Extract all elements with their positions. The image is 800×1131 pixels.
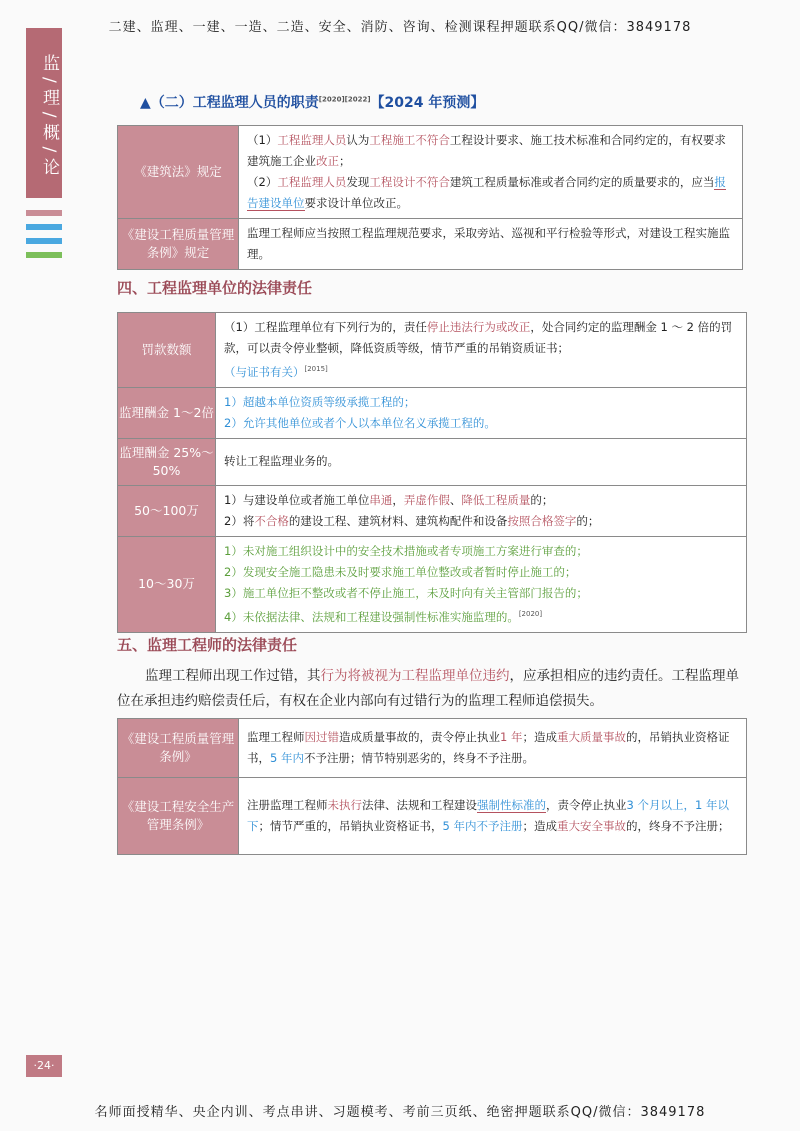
page-footer: 名师面授精华、央企内训、考点串讲、习题模考、考前三页纸、绝密押题联系QQ/微信：3849178: [94, 1105, 706, 1120]
side-stripe-blue-2: [26, 238, 62, 244]
row-label: 50～100万: [118, 485, 216, 536]
row-label: 《建筑法》规定: [118, 126, 239, 219]
row-label: 监理酬金 1～2倍: [118, 387, 216, 438]
side-stripe-green: [26, 252, 62, 258]
row-content: 注册监理工程师未执行法律、法规和工程建设强制性标准的，责令停止执业3 个月以上，1 年以下；情节严重的，吊销执业资格证书，5 年内不予注册；造成重大安全事故的，终身不予注册；: [239, 778, 747, 855]
row-label: 《建设工程质量管理条例》: [118, 719, 239, 778]
side-stripe-blue: [26, 224, 62, 230]
supervisor-duties-table: [117, 125, 743, 270]
table-row: [118, 219, 743, 270]
table-row: [118, 126, 743, 219]
section5-heading: 五、监理工程师的法律责任: [117, 636, 298, 654]
table-row: [118, 438, 747, 485]
section5-paragraph: 监理工程师出现工作过错，其行为将被视为工程监理单位违约，应承担相应的违约责任。工程监理单位在承担违约赔偿责任后，有权在企业内部向有过错行为的监理工程师追偿损失。: [117, 668, 739, 709]
table-row: [118, 778, 747, 855]
row-content: 1）未对施工组织设计中的安全技术措施或者专项施工方案进行审查的； 2）发现安全施工隐患未及时要求施工单位整改或者暂时停止施工的； 3）施工单位拒不整改或者不停止施工，未及时向有关主管部门报告的； 4）未依据法律、法规和工程建设强制性标准实施监理的。[2020]: [216, 536, 747, 632]
row-content: （1）工程监理单位有下列行为的，责任停止违法行为或改正，处合同约定的监理酬金 1 ～ 2 倍的罚款，可以责令停业整顿，降低资质等级，情节严重的吊销资质证书； （与证书有关）[2015]: [216, 313, 747, 388]
row-content: （1）工程监理人员认为工程施工不符合工程设计要求、施工技术标准和合同约定的，有权要求建筑施工企业改正； （2）工程监理人员发现工程设计不符合建筑工程质量标准或者合同约定的质量要求的，应当报告建设单位要求设计单位改正。: [239, 126, 743, 219]
row-label: 10～30万: [118, 536, 216, 632]
side-tab: 监/理/概/论: [26, 28, 62, 198]
page-number: ·24·: [26, 1055, 62, 1077]
row-content: 转让工程监理业务的。: [216, 438, 747, 485]
engineer-liability-table: [117, 718, 747, 855]
table-row: [118, 536, 747, 632]
table-row: [118, 719, 747, 778]
section4-heading: 四、工程监理单位的法律责任: [117, 279, 313, 297]
row-content: 监理工程师因过错造成质量事故的，责令停止执业1 年；造成重大质量事故的，吊销执业资格证书，5 年内不予注册；情节特别恶劣的，终身不予注册。: [239, 719, 747, 778]
row-content: 1）超越本单位资质等级承揽工程的； 2）允许其他单位或者个人以本单位名义承揽工程的。: [216, 387, 747, 438]
table-row: [118, 313, 747, 388]
side-stripe-pink: [26, 210, 62, 216]
page-header: 二建、监理、一建、一造、二造、安全、消防、咨询、检测课程押题联系QQ/微信：3849178: [108, 20, 692, 35]
section2-heading: ▲（二）工程监理人员的职责[2020][2022]【2024 年预测】: [140, 95, 485, 111]
row-content: 监理工程师应当按照工程监理规范要求，采取旁站、巡视和平行检验等形式，对建设工程实施监理。: [239, 219, 743, 270]
table-row: [118, 485, 747, 536]
row-content: 1）与建设单位或者施工单位串通，弄虚作假、降低工程质量的； 2）将不合格的建设工程、建筑材料、建筑构配件和设备按照合格签字的；: [216, 485, 747, 536]
table-row: [118, 387, 747, 438]
row-label: 《建设工程安全生产管理条例》: [118, 778, 239, 855]
row-label: 《建设工程质量管理条例》规定: [118, 219, 239, 270]
row-label: 监理酬金 25%～50%: [118, 438, 216, 485]
row-label: 罚款数额: [118, 313, 216, 388]
unit-liability-table: [117, 312, 747, 633]
